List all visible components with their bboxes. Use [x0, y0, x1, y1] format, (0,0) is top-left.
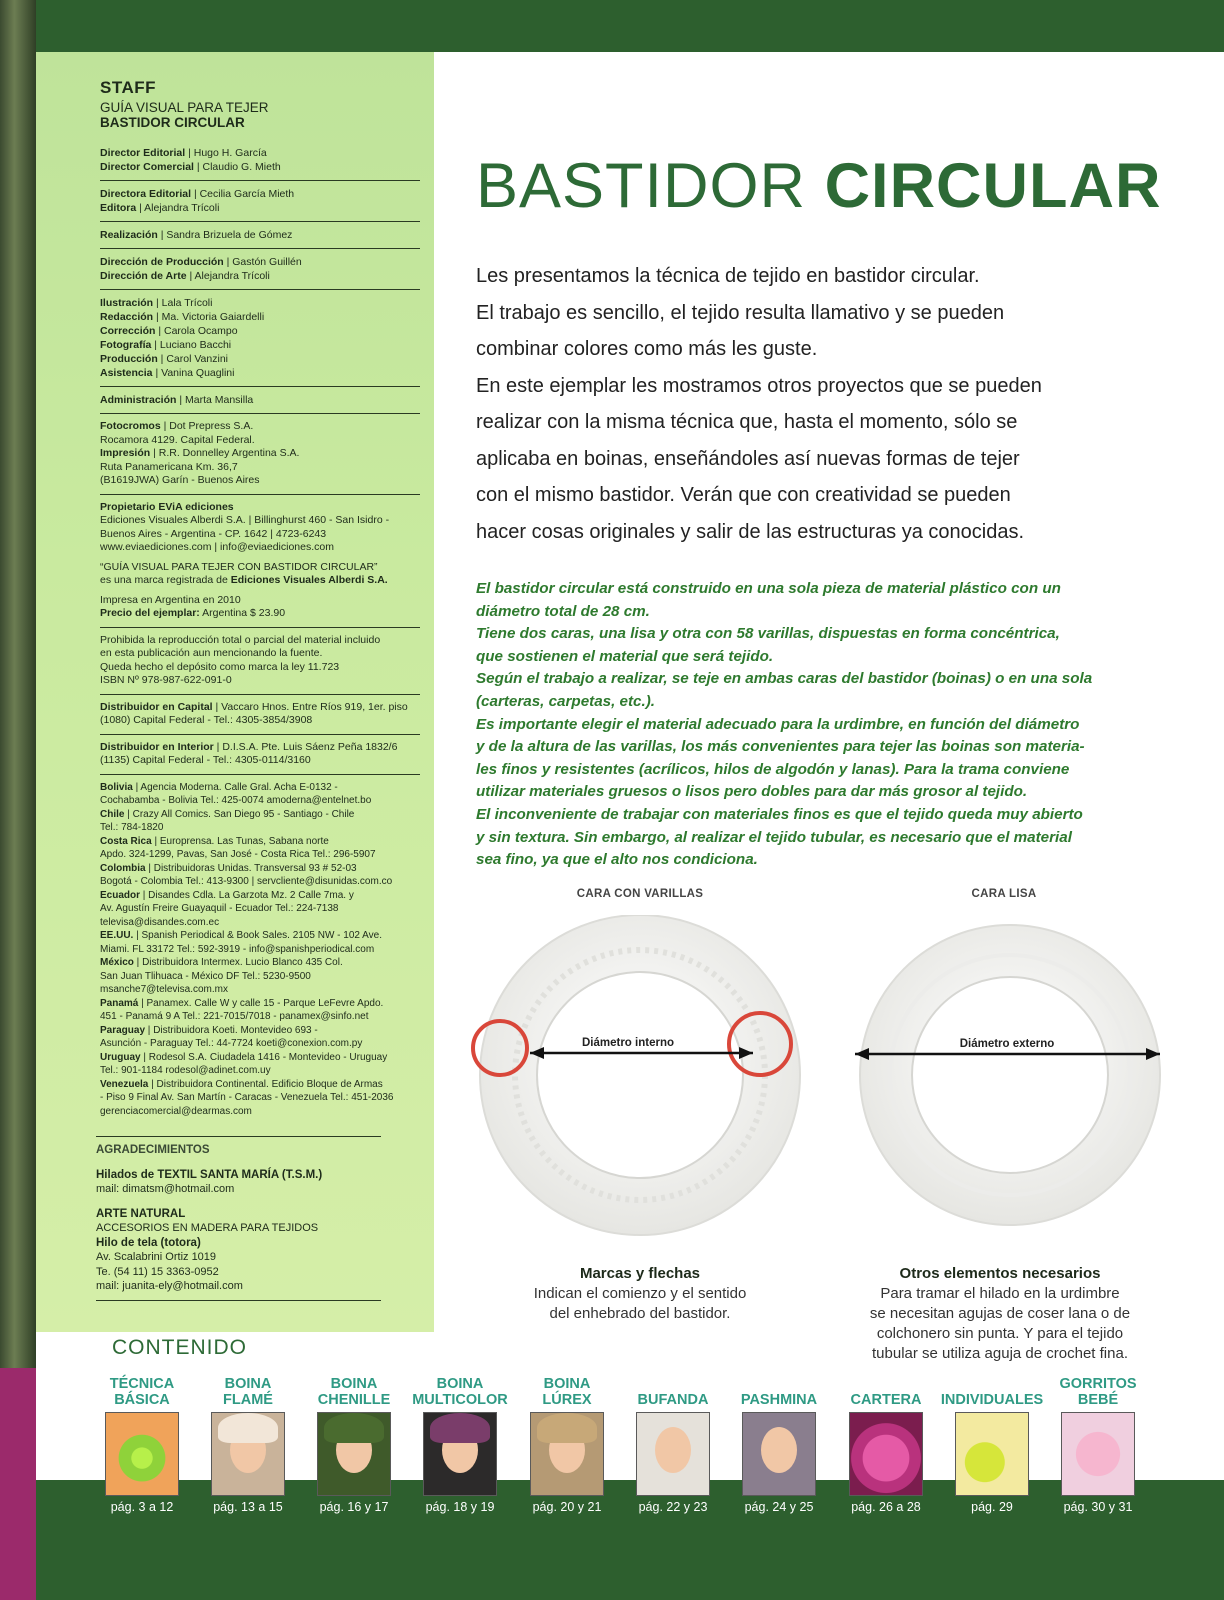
staff-credit: Director Comercial | Claudio G. Mieth — [100, 161, 281, 173]
distributor-line: Paraguay | Distribuidora Koeti. Montevideo 693 - — [100, 1024, 318, 1036]
contents-item-thumbnail — [1061, 1412, 1135, 1496]
distributor-line: Bogotá - Colombia Tel.: 413-9300 | servcliente@disunidas.com.co — [100, 876, 393, 887]
description-line: Indican el comienzo y el sentido — [533, 1285, 747, 1302]
distributor-line: Cochabamba - Bolivia Tel.: 425-0074 amoderna@entelnet.bo — [100, 795, 372, 806]
model-face — [655, 1427, 691, 1473]
left-figure-title: Marcas y flechas — [579, 1265, 701, 1282]
staff-credit: Director Editorial | Hugo H. García — [100, 147, 267, 159]
thanks-block — [96, 1136, 381, 1301]
distributor-line: Tel.: 901-1184 rodesol@adinet.com.uy — [100, 1065, 271, 1076]
staff-subtitle: GUÍA VISUAL PARA TEJER — [100, 100, 269, 115]
distributor-line: Colombia | Distribuidoras Unidas. Transversal 93 # 52-03 — [100, 862, 357, 874]
staff-group — [100, 221, 420, 248]
staff-group — [100, 180, 420, 221]
distributor-line: gerenciacomercial@dearmas.com — [100, 1105, 252, 1117]
staff-credit: Ilustración | Lala Trícoli — [100, 297, 213, 309]
thanks-line: mail: dimatsm@hotmail.com — [96, 1183, 235, 1195]
ring-with-pegs-figure — [470, 915, 815, 1245]
inner-diameter-label: Diámetro interno — [581, 1037, 675, 1049]
contents-item-page: pág. 29 — [971, 1500, 1013, 1514]
technical-line: sea fino, ya que el alto nos condiciona. — [476, 851, 758, 869]
outer-diameter-label: Diámetro externo — [959, 1038, 1055, 1050]
description-line: del enhebrado del bastidor. — [549, 1305, 731, 1322]
contents-item-thumbnail — [742, 1412, 816, 1496]
contents-item-thumbnail — [955, 1412, 1029, 1496]
distributor-line: EE.UU. | Spanish Periodical & Book Sales. 2105 NW - 102 Ave. — [100, 930, 383, 941]
technical-line: diámetro total de 28 cm. — [476, 602, 650, 620]
contents-item-label: BUFANDA — [637, 1392, 709, 1408]
top-green-band — [36, 0, 1224, 52]
model-face — [761, 1427, 797, 1473]
staff-credit: Directora Editorial | Cecilia García Mieth — [100, 188, 295, 200]
staff-credit: Administración | Marta Mansilla — [100, 394, 254, 406]
distributor-line: Asunción - Paraguay Tel.: 44-7724 koeti@conexion.com.py — [100, 1038, 363, 1049]
contents-item-label: TÉCNICA BÁSICA — [109, 1376, 175, 1408]
technical-line: les finos y resistentes (acrílicos, hilos de algodón y lanas). Para la trama conviene — [476, 760, 1070, 778]
staff-group — [100, 248, 420, 289]
staff-credit: Editora | Alejandra Trícoli — [100, 202, 220, 214]
hat-shape — [324, 1413, 384, 1443]
technical-line: y sin textura. Sin embargo, al realizar el tejido tubular, es necesario que el material — [476, 828, 1072, 846]
description-line: tubular se utiliza aguja de crochet fina. — [872, 1345, 1128, 1362]
intro-line: El trabajo es sencillo, el tejido resulta llamativo y se pueden — [476, 301, 1005, 324]
intro-line: En este ejemplar les mostramos otros proyectos que se pueden — [476, 374, 1042, 397]
smooth-ring-figure — [855, 915, 1165, 1245]
distributor-line: Uruguay | Rodesol S.A. Ciudadela 1416 - Montevideo - Uruguay — [100, 1051, 388, 1063]
distributor-interior: Distribuidor en Interior | D.I.S.A. Pte. Luis Sáenz Peña 1832/6 (1135) Capital Federal - Tel.: 4305-0114/3160 — [100, 734, 420, 774]
distributor-line: Chile | Crazy All Comics. San Diego 95 - Santiago - Chile — [100, 808, 355, 820]
contents-item[interactable] — [410, 1372, 510, 1514]
technical-line: (carteras, carpetas, etc.). — [476, 692, 655, 710]
contents-item-label: BOINA FLAMÉ — [223, 1376, 273, 1408]
contents-item-label: BOINA CHENILLE — [317, 1376, 391, 1408]
thanks-line: ACCESORIOS EN MADERA PARA TEJIDOS — [96, 1222, 319, 1234]
left-figure-caption: CARA CON VARILLAS — [576, 888, 704, 900]
technical-line: El bastidor circular está construido en una sola pieza de material plástico con un — [476, 580, 1061, 597]
ring-inner-hole — [912, 977, 1108, 1173]
contents-title: CONTENIDO — [112, 1336, 247, 1359]
contents-item-label: BOINA MULTICOLOR — [412, 1376, 508, 1408]
contents-item[interactable] — [517, 1372, 617, 1514]
staff-credit: Dirección de Arte | Alejandra Trícoli — [100, 270, 270, 282]
contents-item-thumbnail — [423, 1412, 497, 1496]
technical-line: y de la altura de las varillas, los más convenientes para tejer las boinas son materia- — [476, 738, 1085, 756]
staff-group — [100, 140, 420, 180]
owner-block: Propietario EViA ediciones Ediciones Visuales Alberdi S.A. | Billinghurst 460 - San Isidro - Buenos Aires - Argentina - CP. 1642 | 4723-6243 www.eviaediciones.com | info@eviaediciones.com “GUÍA VISUAL PARA TEJER CON BASTIDOR CIRCULAR” es una marca registrada de Ediciones Visuales Alberdi S.A. Impresa en Argentina en 2010 Precio del ejemplar: Argentina $ 23.90 — [100, 494, 420, 627]
print-block: Fotocromos | Dot Prepress S.A. Rocamora 4129. Capital Federal. Impresión | R.R. Donnelley Argentina S.A. Ruta Panamericana Km. 36,7 (B1619JWA) Garín - Buenos Aires — [100, 413, 420, 494]
technical-line: Es importante elegir el material adecuado para la urdimbre, en función del diámetro — [476, 715, 1080, 733]
contents-item-page: pág. 16 y 17 — [319, 1500, 389, 1514]
contents-item-label: GORRITOS BEBÉ — [1059, 1376, 1137, 1408]
hat-shape — [537, 1413, 597, 1443]
contents-item-thumbnail — [530, 1412, 604, 1496]
page-title: BASTIDOR CIRCULAR — [476, 151, 1162, 221]
distributor-line: Miami. FL 33172 Tel.: 592-3919 - info@spanishperiodical.com — [100, 943, 375, 955]
staff-credit: Corrección | Carola Ocampo — [100, 325, 238, 337]
technical-line: Según el trabajo a realizar, se teje en ambas caras del bastidor (boinas) o en una sola — [476, 670, 1093, 688]
contents-item-thumbnail — [849, 1412, 923, 1496]
staff-credit: Redacción | Ma. Victoria Gaiardelli — [100, 311, 265, 323]
contents-item-label: CARTERA — [850, 1392, 922, 1408]
distributor-line: televisa@disandes.com.ec — [100, 916, 220, 928]
distributor-line: San Juan Tlihuaca - México DF Tel.: 5230-9500 — [100, 970, 311, 982]
staff-credit: Fotografía | Luciano Bacchi — [100, 339, 232, 351]
distributor-line: Venezuela | Distribuidora Continental. Edificio Bloque de Armas — [100, 1078, 383, 1090]
distributor-line: Av. Agustín Freire Guayaquil - Ecuador Tel.: 224-7138 — [100, 903, 339, 914]
distributor-line: Costa Rica | Europrensa. Las Tunas, Sabana norte — [100, 835, 329, 847]
contents-item-page: pág. 18 y 19 — [425, 1500, 495, 1514]
thanks-heading: AGRADECIMIENTOS — [96, 1136, 381, 1158]
contents-item[interactable] — [623, 1372, 723, 1514]
intro-line: Les presentamos la técnica de tejido en bastidor circular. — [476, 265, 980, 287]
contents-item[interactable] — [942, 1372, 1042, 1514]
right-figure-description — [830, 1264, 1170, 1364]
contents-item-thumbnail — [317, 1412, 391, 1496]
contents-item-page: pág. 26 a 28 — [851, 1500, 921, 1514]
contents-item-label: PASHMINA — [740, 1392, 818, 1408]
contents-item[interactable] — [92, 1372, 192, 1514]
technical-line: que sostienen el material que será tejido. — [476, 647, 774, 665]
technical-text — [476, 578, 1196, 872]
contents-item-label: BOINA LÚREX — [542, 1376, 592, 1408]
staff-group — [100, 289, 420, 386]
thanks-line: Te. (54 11) 15 3363-0952 — [96, 1265, 219, 1278]
contents-item-page: pág. 24 y 25 — [744, 1500, 814, 1514]
contents-item-page: pág. 13 a 15 — [213, 1500, 283, 1514]
technical-line: utilizar materiales gruesos o lisos pero dobles para dar más grosor al tejido. — [476, 783, 1028, 801]
hat-shape — [218, 1413, 278, 1443]
staff-credit: Asistencia | Vanina Quaglini — [100, 367, 235, 379]
staff-credit: Dirección de Producción | Gastón Guillén — [100, 256, 302, 268]
right-figure-caption: CARA LISA — [971, 888, 1037, 900]
thanks-line: Hilados de TEXTIL SANTA MARÍA (T.S.M.) — [96, 1168, 323, 1181]
distributor-line: msanche7@televisa.com.mx — [100, 984, 228, 995]
contents-item-page: pág. 30 y 31 — [1063, 1500, 1133, 1514]
contents-item-thumbnail — [105, 1412, 179, 1496]
contents-item[interactable] — [1048, 1372, 1148, 1514]
distributor-line: México | Distribuidora Intermex. Lucio Blanco 435 Col. — [100, 957, 343, 968]
technical-line: Tiene dos caras, una lisa y otra con 58 varillas, dispuestas en forma concéntrica, — [476, 625, 1060, 643]
thanks-line: Hilo de tela (totora) — [96, 1236, 201, 1249]
intro-text — [476, 258, 1196, 550]
intro-line: realizar con la misma técnica que, hasta el momento, sólo se — [476, 411, 1018, 433]
left-photo-strip — [0, 0, 36, 1600]
technical-line: El inconveniente de trabajar con materiales finos es que el tejido queda muy abierto — [476, 805, 1083, 823]
distributor-line: Apdo. 324-1299, Pavas, San José - Costa Rica Tel.: 296-5907 — [100, 849, 376, 860]
contents-item-page: pág. 3 a 12 — [110, 1500, 174, 1514]
contents-item[interactable] — [198, 1372, 298, 1514]
hat-shape — [430, 1413, 490, 1443]
ring-inner-hole — [537, 972, 743, 1178]
right-figure-title: Otros elementos necesarios — [899, 1265, 1101, 1282]
thanks-line: ARTE NATURAL — [96, 1207, 186, 1220]
contents-item[interactable] — [729, 1372, 829, 1514]
staff-credit: Realización | Sandra Brizuela de Gómez — [100, 229, 293, 241]
left-figure-description — [480, 1264, 800, 1324]
intro-line: con el mismo bastidor. Verán que con creatividad se pueden — [476, 484, 1011, 506]
staff-group — [100, 386, 420, 413]
distributor-line: Panamá | Panamex. Calle W y calle 15 - Parque LeFevre Apdo. — [100, 997, 384, 1009]
thanks-line: mail: juanita-ely@hotmail.com — [96, 1280, 243, 1292]
contents-item-page: pág. 20 y 21 — [532, 1500, 602, 1514]
thanks-line: Av. Scalabrini Ortiz 1019 — [96, 1251, 217, 1263]
distributor-line: - Piso 9 Final Av. San Martín - Caracas - Venezuela Tel.: 451-2036 — [100, 1092, 394, 1103]
distributor-line: 451 - Panamá 9 A Tel.: 221-7015/7018 - panamex@sinfo.net — [100, 1011, 369, 1022]
legal-block: Prohibida la reproducción total o parcial del material incluido en esta publicación aun mencionando la fuente. Queda hecho el depósito como marca la ley 11.723 ISBN Nº 978-987-622-091-0 — [100, 627, 420, 694]
staff-subtitle-bold: BASTIDOR CIRCULAR — [100, 115, 245, 130]
intro-line: combinar colores como más les guste. — [476, 338, 818, 360]
contents-item-thumbnail — [636, 1412, 710, 1496]
description-line: Para tramar el hilado en la urdimbre — [880, 1285, 1120, 1302]
description-line: colchonero sin punta. Y para el tejido — [876, 1325, 1124, 1342]
pink-edge — [0, 1368, 36, 1600]
distributor-line: Bolivia | Agencia Moderna. Calle Gral. Acha E-0132 - — [100, 781, 338, 793]
contents-item[interactable] — [304, 1372, 404, 1514]
distributor-capital: Distribuidor en Capital | Vaccaro Hnos. Entre Ríos 919, 1er. piso (1080) Capital Federal - Tel.: 4305-3854/3908 — [100, 694, 420, 734]
description-line: se necesitan agujas de coser lana o de — [869, 1305, 1131, 1322]
distributor-line: Tel.: 784-1820 — [100, 822, 164, 833]
staff-title: STAFF — [100, 78, 157, 97]
international-distributors — [100, 774, 420, 1125]
intro-line: hacer cosas originales y salir de las estructuras ya conocidas. — [476, 520, 1025, 543]
contents-item-label: INDIVIDUALES — [940, 1392, 1044, 1408]
contents-item-thumbnail — [211, 1412, 285, 1496]
contents-item[interactable] — [836, 1372, 936, 1514]
intro-line: aplicaba en boinas, enseñándoles así nuevas formas de tejer — [476, 447, 1020, 470]
staff-credit: Producción | Carol Vanzini — [100, 353, 228, 365]
distributor-line: Ecuador | Disandes Cdla. La Garzota Mz. 2 Calle 7ma. y — [100, 889, 354, 901]
contents-item-page: pág. 22 y 23 — [638, 1500, 708, 1514]
